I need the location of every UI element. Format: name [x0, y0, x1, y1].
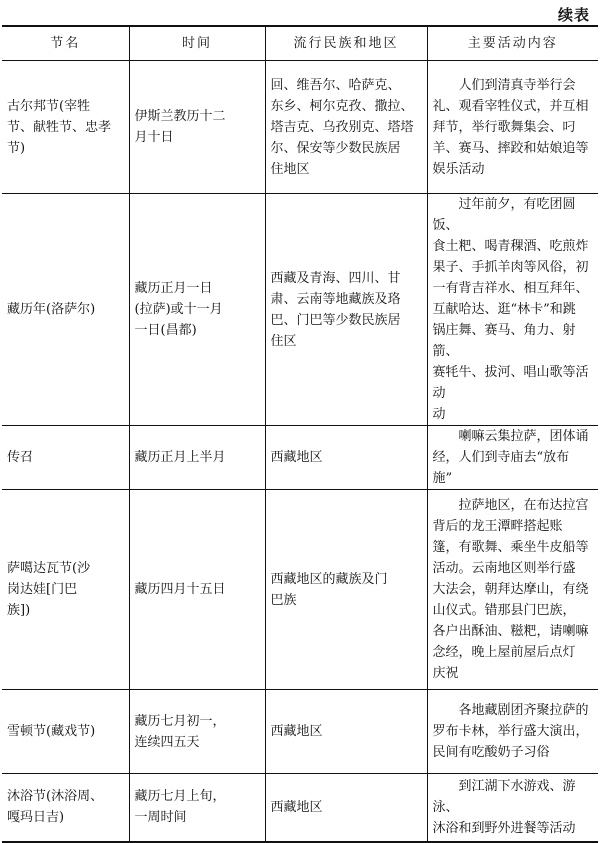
festival-name: 古尔邦节(宰牲 节、献牲节、忠孝 节): [7, 98, 112, 156]
festival-region-cell: [265, 194, 427, 426]
festival-time-cell: [129, 61, 265, 194]
festival-activity: 喇嘛云集拉萨，团体诵 经，人们到寺庙去“放布 施”: [432, 429, 589, 486]
festival-activity: 拉萨地区，在布达拉宫 背后的龙王潭畔搭起账 篷，有歌舞、乘坐牛皮船等 活动。云南地区则举行盛 大法会，朝拜达摩山，有绕 山仪式。错那县门巴族， 各户出酥油、糍粑，请喇嘛 念经，晚上屋前屋后点灯 庆祝: [432, 498, 589, 681]
festival-time: 藏历四月十五日: [134, 582, 226, 597]
header-time: 时间: [129, 26, 265, 61]
festival-region-cell: [265, 690, 427, 774]
festival-time-cell: [129, 426, 265, 490]
festival-activity-cell: [427, 774, 598, 842]
festival-time: 藏历七月上旬， 一周时间: [134, 789, 226, 826]
festival-activity: 过年前夕，有吃团圆饭、 食土粑、喝青稞酒、吃煎炸 果子、手抓羊肉等风俗，初 一有背吉祥水、相互拜年、 互献哈达、逛“林卡”和跳 锅庄舞、赛马、角力、射箭、 赛牦牛、拔河、唱山歌等活动 动: [432, 197, 589, 422]
table-header-row: [2, 26, 598, 61]
table-row: [2, 490, 598, 690]
festival-region: 回、维吾尔、哈萨克、 东乡、柯尔克孜、撒拉、 塔吉克、乌孜别克、塔塔 尔、保安等少数民族居 住地区: [270, 77, 414, 177]
header-activity: 主要活动内容: [427, 26, 598, 61]
table-row: [2, 61, 598, 194]
festival-name: 雪顿节(藏戏节): [7, 724, 96, 739]
festival-name-cell: [2, 774, 129, 842]
festival-time-cell: [129, 690, 265, 774]
festival-activity-cell: [427, 490, 598, 690]
festival-activity-cell: [427, 426, 598, 490]
festival-activity-cell: [427, 194, 598, 426]
festival-region-cell: [265, 61, 427, 194]
festival-name: 藏历年(洛萨尔): [7, 302, 96, 317]
festival-time: 藏历七月初一， 连续四五天: [134, 713, 226, 750]
table-row: [2, 690, 598, 774]
festival-name-cell: [2, 61, 129, 194]
festival-name: 传召: [7, 450, 34, 465]
festival-name: 沐浴节(沐浴周、 嘎玛日吉): [7, 789, 104, 826]
header-region: 流行民族和地区: [265, 26, 427, 61]
festival-region: 西藏及青海、四川、甘 肃、云南等地藏族及珞 巴、门巴等少数民族居 住区: [270, 270, 401, 349]
festival-region: 西藏地区: [270, 799, 323, 815]
festival-region-cell: [265, 774, 427, 842]
table-row: [2, 426, 598, 490]
festival-activity-cell: [427, 61, 598, 194]
festival-name-cell: [2, 194, 129, 426]
header-festival-name: 节名: [2, 26, 129, 61]
festival-table: [2, 25, 598, 843]
festival-name-cell: [2, 690, 129, 774]
festival-time: 藏历正月一日 (拉萨)或十一月 一日(昌都): [134, 281, 223, 338]
festival-activity: 各地藏剧团齐聚拉萨的 罗布卡林，举行盛大演出， 民间有吃酸奶子习俗: [432, 703, 589, 760]
festival-time: 藏历正月上半月: [134, 450, 226, 465]
festival-name-cell: [2, 490, 129, 690]
festival-region-cell: [265, 426, 427, 490]
festival-activity-cell: [427, 690, 598, 774]
festival-region-cell: [265, 490, 427, 690]
festival-name: 萨噶达瓦节(沙 岗达娃[门巴 族]): [7, 561, 91, 618]
festival-name-cell: [2, 426, 129, 490]
festival-activity: 到江湖下水游戏、游泳、 沐浴和到野外进餐等活动: [432, 778, 576, 836]
festival-time-cell: [129, 194, 265, 426]
festival-time: 伊斯兰教历十二 月十日: [134, 109, 226, 145]
festival-activity: 人们到清真寺举行会 礼、观看宰牲仪式，并互相 拜节，举行歌舞集会、叼 羊、赛马、摔跤和姑娘追等 娱乐活动: [432, 77, 589, 177]
festival-region: 西藏地区: [270, 450, 323, 465]
festival-region: 西藏地区的藏族及门 巴族: [270, 571, 388, 608]
festival-time-cell: [129, 774, 265, 842]
table-row: [2, 774, 598, 842]
table-row: [2, 194, 598, 426]
festival-region: 西藏地区: [270, 724, 323, 739]
festival-time-cell: [129, 490, 265, 690]
continued-table-label: 续表: [557, 6, 590, 24]
